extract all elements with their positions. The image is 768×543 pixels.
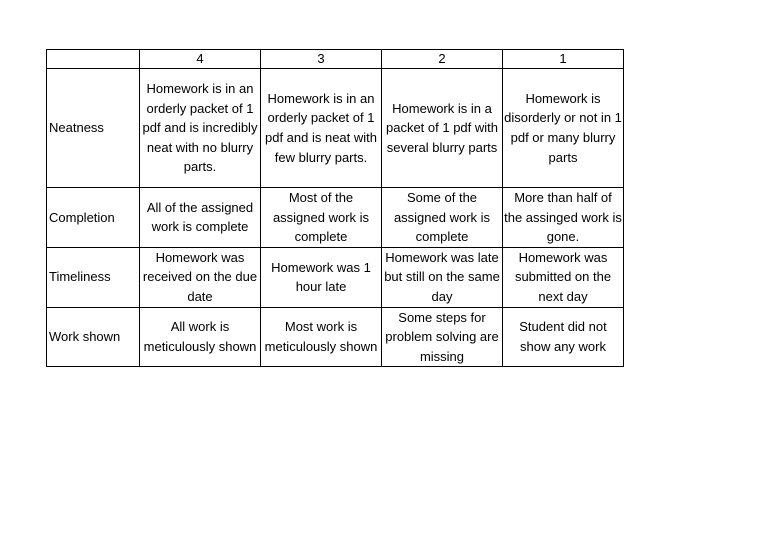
cell-neatness-1: Homework is disorderly or not in 1 pdf or many blurry parts [503,69,624,188]
criterion-completion: Completion [47,188,140,248]
criterion-timeliness: Timeliness [47,247,140,307]
criterion-neatness: Neatness [47,69,140,188]
cell-timeliness-2: Homework was late but still on the same day [382,247,503,307]
header-level-2: 2 [382,50,503,69]
cell-completion-1: More than half of the assinged work is gone. [503,188,624,248]
cell-completion-3: Most of the assigned work is complete [261,188,382,248]
table-row-timeliness [47,247,624,307]
cell-work-shown-2: Some steps for problem solving are missing [382,307,503,367]
header-corner-cell [47,50,140,69]
cell-timeliness-1: Homework was submitted on the next day [503,247,624,307]
criterion-work-shown: Work shown [47,307,140,367]
cell-timeliness-4: Homework was received on the due date [140,247,261,307]
rubric-table [46,49,624,367]
table-row-neatness [47,69,624,188]
cell-neatness-2: Homework is in a packet of 1 pdf with several blurry parts [382,69,503,188]
cell-timeliness-3: Homework was 1 hour late [261,247,382,307]
table-row-work-shown [47,307,624,367]
cell-neatness-4: Homework is in an orderly packet of 1 pdf and is incredibly neat with no blurry parts. [140,69,261,188]
cell-neatness-3: Homework is in an orderly packet of 1 pdf and is neat with few blurry parts. [261,69,382,188]
cell-work-shown-1: Student did not show any work [503,307,624,367]
cell-completion-4: All of the assigned work is complete [140,188,261,248]
header-row [47,50,624,69]
header-level-4: 4 [140,50,261,69]
cell-work-shown-4: All work is meticulously shown [140,307,261,367]
cell-completion-2: Some of the assigned work is complete [382,188,503,248]
cell-work-shown-3: Most work is meticulously shown [261,307,382,367]
header-level-3: 3 [261,50,382,69]
header-level-1: 1 [503,50,624,69]
table-row-completion [47,188,624,248]
